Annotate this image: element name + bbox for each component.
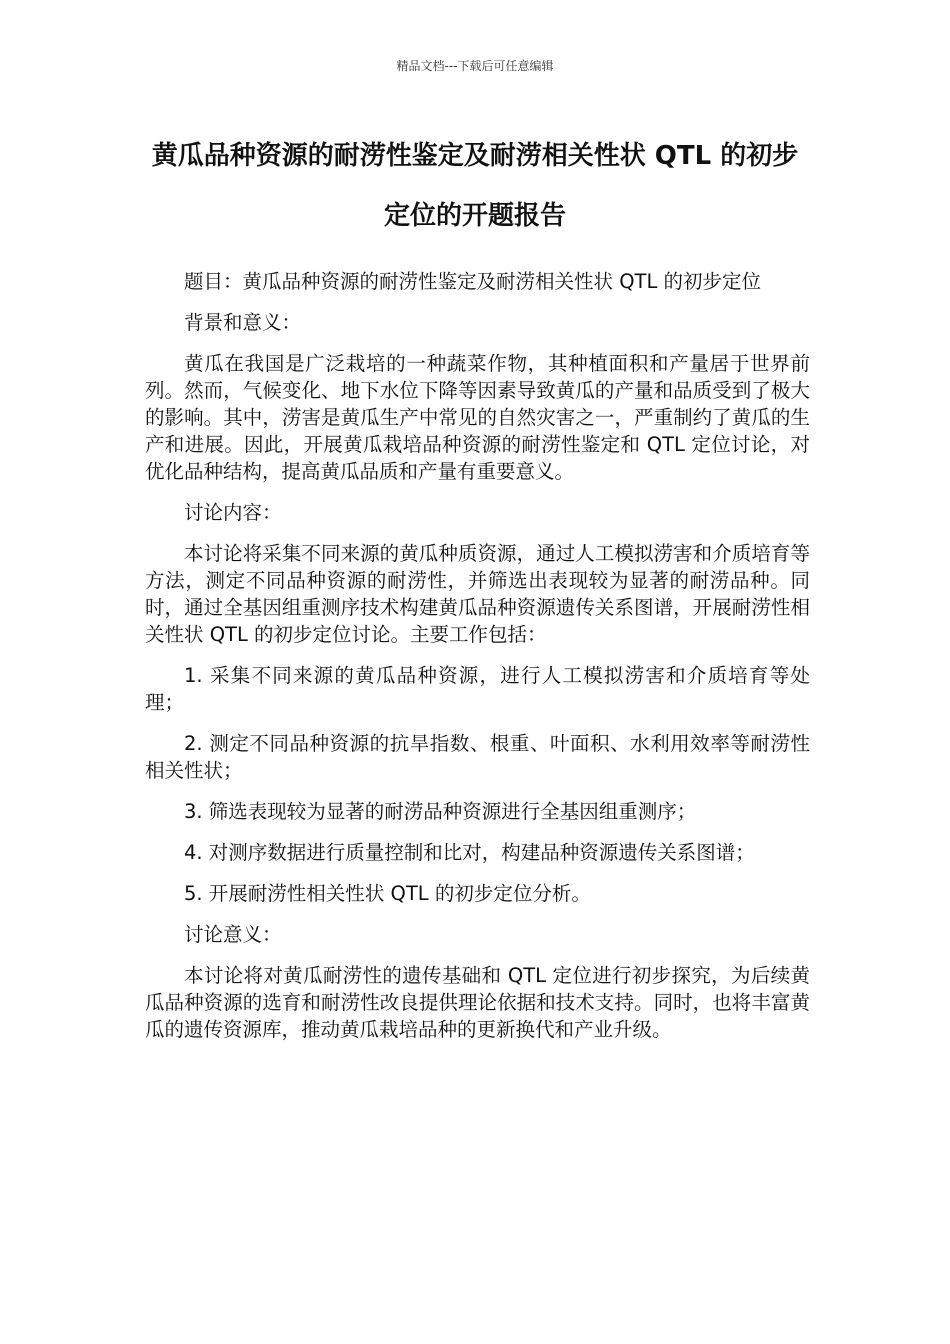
topic-line: 题目：黄瓜品种资源的耐涝性鉴定及耐涝相关性状 QTL 的初步定位 — [184, 270, 762, 293]
section-heading-background: 背景和意义： — [184, 311, 302, 334]
significance-paragraph: 本讨论将对黄瓜耐涝性的遗传基础和 QTL 定位进行初步探究，为后续黄瓜品种资源的选育和耐涝性改良提供理论依据和技术支持。同时，也将丰富黄瓜的遗传资源库，推动黄瓜栽培品种的更新换代和产业升级。 — [145, 964, 810, 1041]
background-paragraph: 黄瓜在我国是广泛栽培的一种蔬菜作物，其种植面积和产量居于世界前列。然而，气候变化、地下水位下降等因素导致黄瓜的产量和品质受到了极大的影响。其中，涝害是黄瓜生产中常见的自然灾害之一，严重制约了黄瓜的生产和进展。因此，开展黄瓜栽培品种资源的耐涝性鉴定和 QTL 定位讨论，对优化品种结构，提高黄瓜品质和产量有重要意义。 — [145, 352, 810, 483]
list-item-1: 1. 采集不同来源的黄瓜品种资源，进行人工模拟涝害和介质培育等处理； — [145, 664, 810, 714]
section-heading-significance: 讨论意义： — [184, 923, 282, 946]
list-item-3: 3. 筛选表现较为显著的耐涝品种资源进行全基因组重测序； — [184, 800, 697, 823]
list-item-5: 5. 开展耐涝性相关性状 QTL 的初步定位分析。 — [184, 882, 591, 905]
document-body — [145, 268, 810, 1057]
content-paragraph: 本讨论将采集不同来源的黄瓜种质资源，通过人工模拟涝害和介质培育等方法，测定不同品种资源的耐涝性，并筛选出表现较为显著的耐涝品种。同时，通过全基因组重测序技术构建黄瓜品种资源遗传关系图谱，开展耐涝性相关性状 QTL 的初步定位讨论。主要工作包括： — [145, 542, 810, 646]
list-item-2: 2. 测定不同品种资源的抗旱指数、根重、叶面积、水利用效率等耐涝性相关性状； — [145, 732, 810, 782]
list-item-4: 4. 对测序数据进行质量控制和比对，构建品种资源遗传关系图谱； — [184, 841, 755, 864]
header-note: 精品文档---下载后可任意编辑 — [396, 59, 554, 73]
document-title: 黄瓜品种资源的耐涝性鉴定及耐涝相关性状 QTL 的初步定位的开题报告 — [151, 141, 799, 231]
section-heading-content: 讨论内容： — [184, 501, 282, 524]
